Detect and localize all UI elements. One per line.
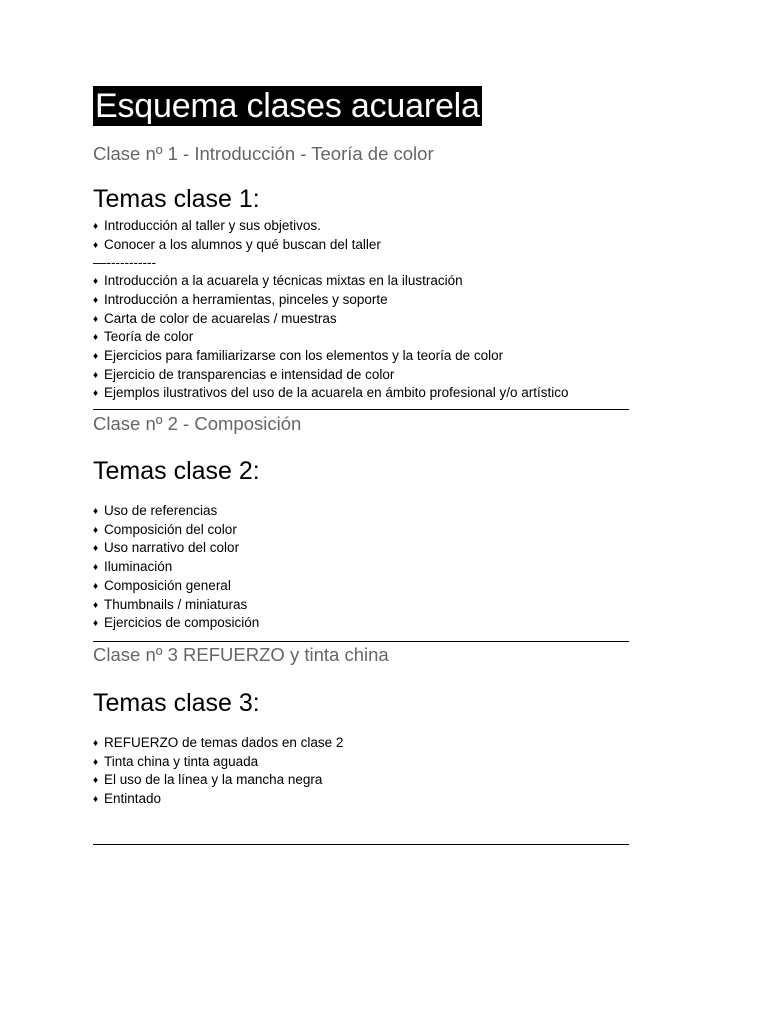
diamond-bullet-icon: ♦	[93, 580, 99, 592]
list-item: ♦ Ejercicios de composición	[93, 614, 633, 633]
temas-clase-3-heading: Temas clase 3:	[93, 688, 260, 717]
list-item: ♦ Introducción a herramientas, pinceles y soporte	[93, 291, 633, 310]
list-item: ♦ Thumbnails / miniaturas	[93, 596, 633, 615]
document-title: Esquema clases acuarela	[95, 87, 480, 125]
diamond-bullet-icon: ♦	[93, 775, 99, 787]
class-3-heading: Clase nº 3 REFUERZO y tinta china	[93, 643, 389, 665]
diamond-bullet-icon: ♦	[93, 332, 99, 344]
diamond-bullet-icon: ♦	[93, 506, 99, 518]
list-item: ♦ Teoría de color	[93, 328, 633, 347]
list-item: ♦ REFUERZO de temas dados en clase 2	[93, 734, 633, 753]
document-page	[93, 86, 633, 845]
diamond-bullet-icon: ♦	[93, 737, 99, 749]
list-item: ♦ Composición del color	[93, 521, 633, 540]
diamond-bullet-icon: ♦	[93, 239, 99, 251]
list-item: ♦ Introducción a la acuarela y técnicas mixtas en la ilustración	[93, 272, 633, 291]
diamond-bullet-icon: ♦	[93, 221, 99, 232]
diamond-bullet-icon: ♦	[93, 294, 99, 306]
temas-clase-2-heading: Temas clase 2:	[93, 457, 260, 486]
diamond-bullet-icon: ♦	[93, 562, 99, 574]
list-item: ♦ El uso de la línea y la mancha negra	[93, 771, 633, 790]
diamond-bullet-icon: ♦	[93, 350, 99, 362]
list-item: ♦ Ejercicios para familiarizarse con los elementos y la teoría de color	[93, 347, 633, 366]
diamond-bullet-icon: ♦	[93, 599, 99, 611]
list-item: ♦ Composición general	[93, 577, 633, 596]
diamond-bullet-icon: ♦	[93, 369, 99, 381]
clase-2-topics-list	[93, 502, 633, 633]
diamond-bullet-icon: ♦	[93, 388, 99, 400]
list-item: ♦ Entintado	[93, 790, 633, 809]
diamond-bullet-icon: ♦	[93, 756, 99, 768]
clase-1-topics-list	[93, 272, 633, 403]
list-item: ♦ Ejercicio de transparencias e intensidad de color	[93, 366, 633, 385]
list-item: ♦ Conocer a los alumnos y qué buscan del taller	[93, 236, 633, 255]
diamond-bullet-icon: ♦	[93, 794, 99, 806]
list-item: ♦ Ejemplos ilustrativos del uso de la acuarela en ámbito profesional y/o artístico	[93, 384, 633, 403]
horizontal-rule	[93, 844, 629, 845]
list-item: ♦ Tinta china y tinta aguada	[93, 753, 633, 772]
diamond-bullet-icon: ♦	[93, 618, 99, 630]
diamond-bullet-icon: ♦	[93, 543, 99, 555]
horizontal-rule	[93, 641, 629, 642]
diamond-bullet-icon: ♦	[93, 313, 99, 325]
class-1-heading: Clase nº 1 - Introducción - Teoría de color	[93, 143, 434, 164]
class-2-heading: Clase nº 2 - Composición	[93, 413, 302, 435]
list-item: ♦ Uso narrativo del color	[93, 539, 633, 558]
list-item: ♦ Uso de referencias	[93, 502, 633, 521]
dash-separator: —-----------	[93, 255, 156, 271]
list-item: ♦ Introducción al taller y sus objetivos.	[93, 217, 633, 236]
list-item: ♦ Carta de color de acuarelas / muestras	[93, 310, 633, 329]
diamond-bullet-icon: ♦	[93, 276, 99, 288]
list-item: ♦ Iluminación	[93, 558, 633, 577]
temas-clase-1-heading: Temas clase 1:	[93, 185, 260, 213]
clase-3-topics-list	[93, 734, 633, 809]
horizontal-rule	[93, 409, 629, 410]
diamond-bullet-icon: ♦	[93, 524, 99, 536]
clase-1-intro-list	[93, 217, 633, 254]
